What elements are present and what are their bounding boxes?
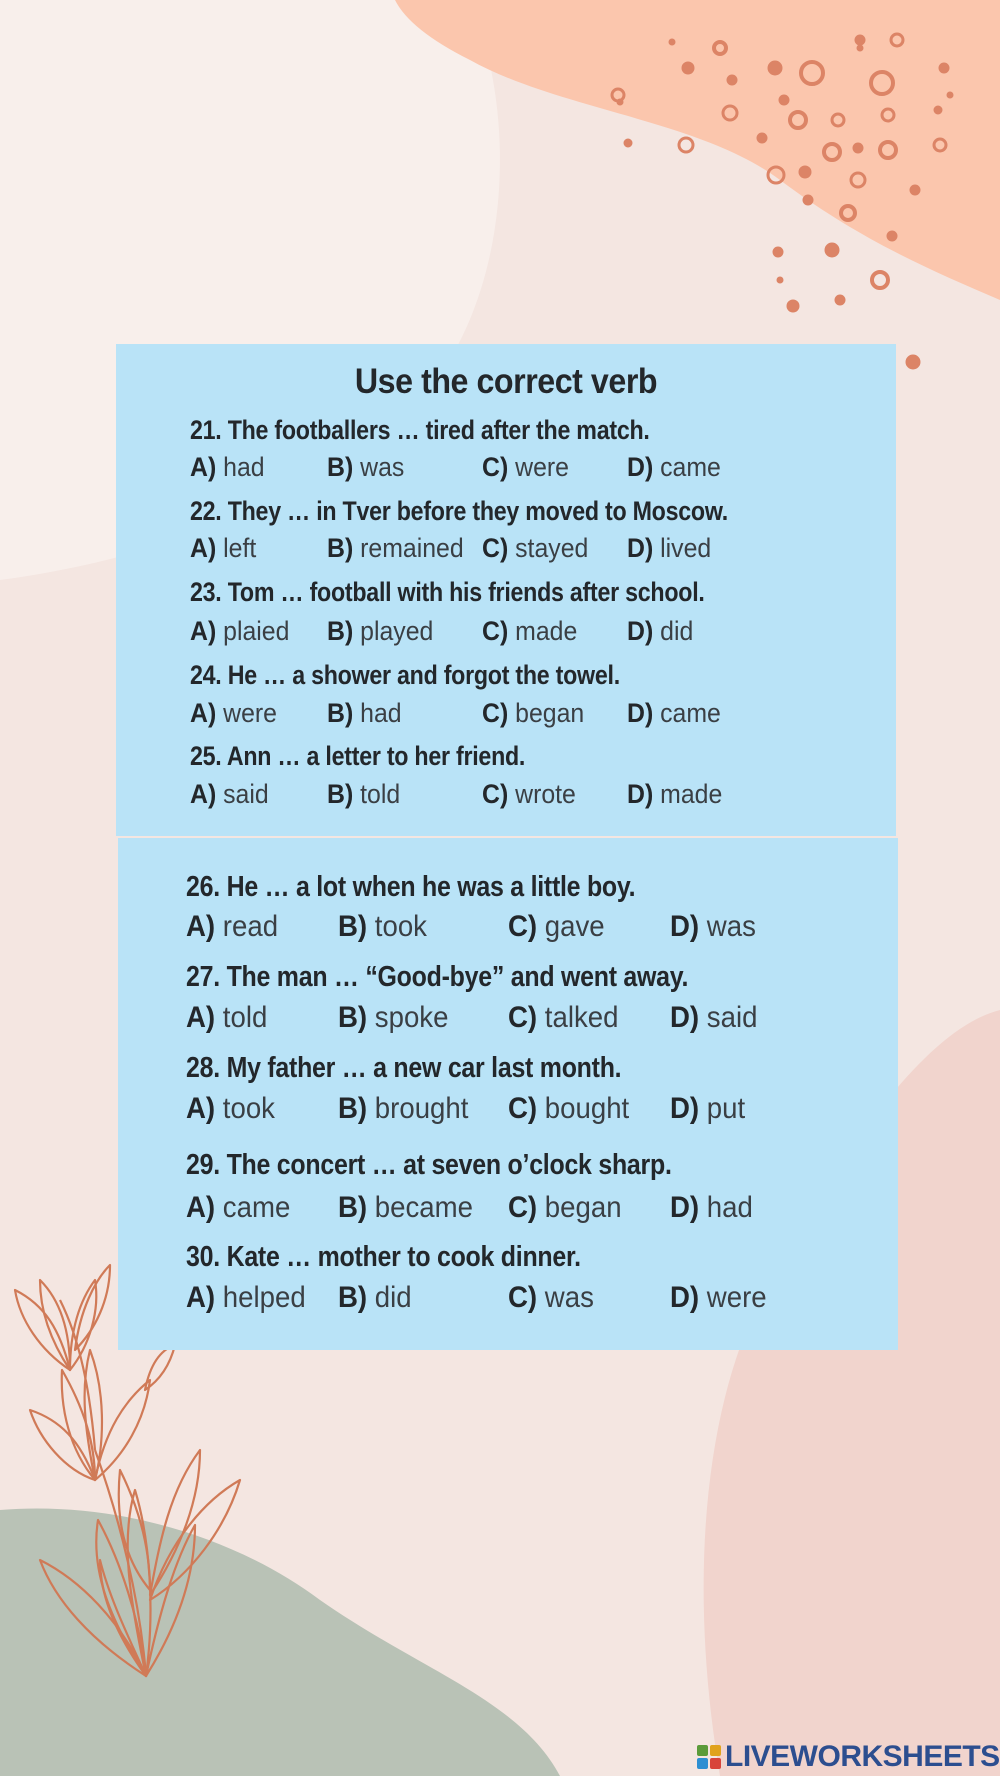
- option-word: was: [706, 910, 756, 943]
- question-28: 28. My father … a new car last month.: [186, 1052, 622, 1084]
- option-23-a[interactable]: [190, 616, 289, 647]
- option-word: said: [706, 1001, 758, 1034]
- option-29-d[interactable]: [670, 1191, 753, 1225]
- option-letter: B): [338, 910, 368, 943]
- option-29-a[interactable]: [186, 1191, 290, 1225]
- option-letter: D): [627, 779, 654, 809]
- option-29-b[interactable]: [338, 1191, 473, 1225]
- option-letter: A): [190, 698, 217, 728]
- option-word: remained: [360, 533, 464, 563]
- option-30-d[interactable]: [670, 1281, 767, 1315]
- option-letter: A): [190, 533, 217, 563]
- option-letter: A): [186, 1001, 216, 1034]
- option-28-c[interactable]: [508, 1092, 629, 1126]
- option-word: were: [515, 452, 569, 482]
- option-29-c[interactable]: [508, 1191, 622, 1225]
- option-28-a[interactable]: [186, 1092, 275, 1126]
- option-letter: C): [482, 616, 509, 646]
- option-21-b[interactable]: [327, 452, 404, 483]
- option-letter: B): [327, 779, 354, 809]
- option-24-c[interactable]: [482, 698, 584, 729]
- option-word: gave: [544, 910, 605, 943]
- option-word: bought: [544, 1092, 630, 1125]
- questions-panel-bottom: [118, 838, 898, 1350]
- option-word: came: [222, 1191, 291, 1224]
- option-27-a[interactable]: [186, 1001, 267, 1035]
- option-word: became: [374, 1191, 473, 1224]
- option-word: had: [223, 452, 265, 482]
- question-26: 26. He … a lot when he was a little boy.: [186, 871, 636, 903]
- option-letter: D): [670, 1001, 700, 1034]
- option-word: was: [544, 1281, 594, 1314]
- option-21-a[interactable]: [190, 452, 265, 483]
- logo-text: LIVEWORKSHEETS: [725, 1740, 1000, 1773]
- option-letter: D): [627, 698, 654, 728]
- option-24-a[interactable]: [190, 698, 277, 729]
- option-word: made: [660, 779, 723, 809]
- option-27-b[interactable]: [338, 1001, 448, 1035]
- question-23: 23. Tom … football with his friends after school.: [190, 577, 705, 607]
- option-word: put: [706, 1092, 746, 1125]
- option-word: took: [374, 910, 427, 943]
- option-word: did: [660, 616, 694, 646]
- option-word: brought: [374, 1092, 469, 1125]
- option-letter: B): [327, 452, 354, 482]
- option-letter: B): [327, 533, 354, 563]
- option-word: came: [660, 698, 721, 728]
- option-22-d[interactable]: [627, 533, 711, 564]
- option-word: spoke: [374, 1001, 449, 1034]
- option-letter: C): [482, 779, 509, 809]
- option-21-c[interactable]: [482, 452, 569, 483]
- option-word: made: [515, 616, 578, 646]
- option-letter: D): [670, 1092, 700, 1125]
- option-26-b[interactable]: [338, 910, 427, 944]
- option-word: took: [222, 1092, 275, 1125]
- option-word: read: [222, 910, 279, 943]
- option-letter: B): [327, 698, 354, 728]
- option-letter: A): [186, 1281, 216, 1314]
- question-27: 27. The man … “Good-bye” and went away.: [186, 961, 689, 993]
- option-letter: A): [186, 1191, 216, 1224]
- option-letter: A): [190, 779, 217, 809]
- option-27-d[interactable]: [670, 1001, 757, 1035]
- option-letter: C): [508, 1281, 538, 1314]
- option-letter: A): [190, 452, 217, 482]
- option-22-a[interactable]: [190, 533, 256, 564]
- option-word: told: [360, 779, 401, 809]
- option-26-a[interactable]: [186, 910, 278, 944]
- option-word: came: [660, 452, 721, 482]
- option-letter: A): [186, 910, 216, 943]
- logo-mark-icon: [697, 1745, 721, 1769]
- question-22: 22. They … in Tver before they moved to Moscow.: [190, 496, 728, 526]
- option-letter: C): [482, 533, 509, 563]
- option-26-d[interactable]: [670, 910, 756, 944]
- option-word: began: [515, 698, 585, 728]
- option-word: told: [222, 1001, 268, 1034]
- option-word: wrote: [515, 779, 576, 809]
- option-23-c[interactable]: [482, 616, 577, 647]
- option-letter: C): [508, 910, 538, 943]
- option-30-b[interactable]: [338, 1281, 412, 1315]
- option-letter: A): [190, 616, 217, 646]
- option-23-d[interactable]: [627, 616, 693, 647]
- option-22-c[interactable]: [482, 533, 588, 564]
- option-letter: B): [338, 1281, 368, 1314]
- option-letter: D): [670, 1191, 700, 1224]
- worksheet-title: Use the correct verb: [354, 362, 658, 401]
- option-28-d[interactable]: [670, 1092, 745, 1126]
- option-30-a[interactable]: [186, 1281, 306, 1315]
- option-21-d[interactable]: [627, 452, 721, 483]
- option-letter: C): [508, 1191, 538, 1224]
- question-30: 30. Kate … mother to cook dinner.: [186, 1241, 581, 1273]
- option-word: left: [223, 533, 257, 563]
- option-letter: B): [327, 616, 354, 646]
- option-word: did: [374, 1281, 412, 1314]
- option-letter: C): [482, 452, 509, 482]
- question-29: 29. The concert … at seven o’clock sharp.: [186, 1149, 672, 1181]
- option-word: lived: [660, 533, 712, 563]
- questions-panel-top: [116, 344, 896, 836]
- option-word: was: [360, 452, 405, 482]
- option-25-b[interactable]: [327, 779, 400, 810]
- option-word: stayed: [515, 533, 589, 563]
- option-letter: D): [627, 452, 654, 482]
- option-word: had: [360, 698, 402, 728]
- option-letter: B): [338, 1001, 368, 1034]
- option-letter: D): [627, 533, 654, 563]
- option-word: had: [706, 1191, 753, 1224]
- option-25-d[interactable]: [627, 779, 722, 810]
- option-22-b[interactable]: [327, 533, 464, 564]
- option-24-b[interactable]: [327, 698, 402, 729]
- option-word: said: [223, 779, 269, 809]
- option-word: plaied: [223, 616, 290, 646]
- question-25: 25. Ann … a letter to her friend.: [190, 741, 526, 771]
- option-letter: C): [508, 1001, 538, 1034]
- option-letter: A): [186, 1092, 216, 1125]
- option-letter: D): [627, 616, 654, 646]
- option-letter: C): [482, 698, 509, 728]
- option-letter: C): [508, 1092, 538, 1125]
- question-24: 24. He … a shower and forgot the towel.: [190, 660, 620, 690]
- option-word: began: [544, 1191, 622, 1224]
- option-27-c[interactable]: [508, 1001, 618, 1035]
- option-25-c[interactable]: [482, 779, 576, 810]
- option-word: talked: [544, 1001, 619, 1034]
- option-26-c[interactable]: [508, 910, 605, 944]
- option-letter: D): [670, 1281, 700, 1314]
- option-28-b[interactable]: [338, 1092, 468, 1126]
- option-letter: B): [338, 1191, 368, 1224]
- option-30-c[interactable]: [508, 1281, 594, 1315]
- option-letter: B): [338, 1092, 368, 1125]
- option-word: were: [223, 698, 277, 728]
- option-25-a[interactable]: [190, 779, 269, 810]
- option-word: helped: [222, 1281, 306, 1314]
- question-21: 21. The footballers … tired after the match.: [190, 415, 650, 445]
- liveworksheets-logo[interactable]: [697, 1742, 1000, 1772]
- option-word: were: [706, 1281, 767, 1314]
- option-24-d[interactable]: [627, 698, 721, 729]
- option-23-b[interactable]: [327, 616, 433, 647]
- option-word: played: [360, 616, 434, 646]
- option-letter: D): [670, 910, 700, 943]
